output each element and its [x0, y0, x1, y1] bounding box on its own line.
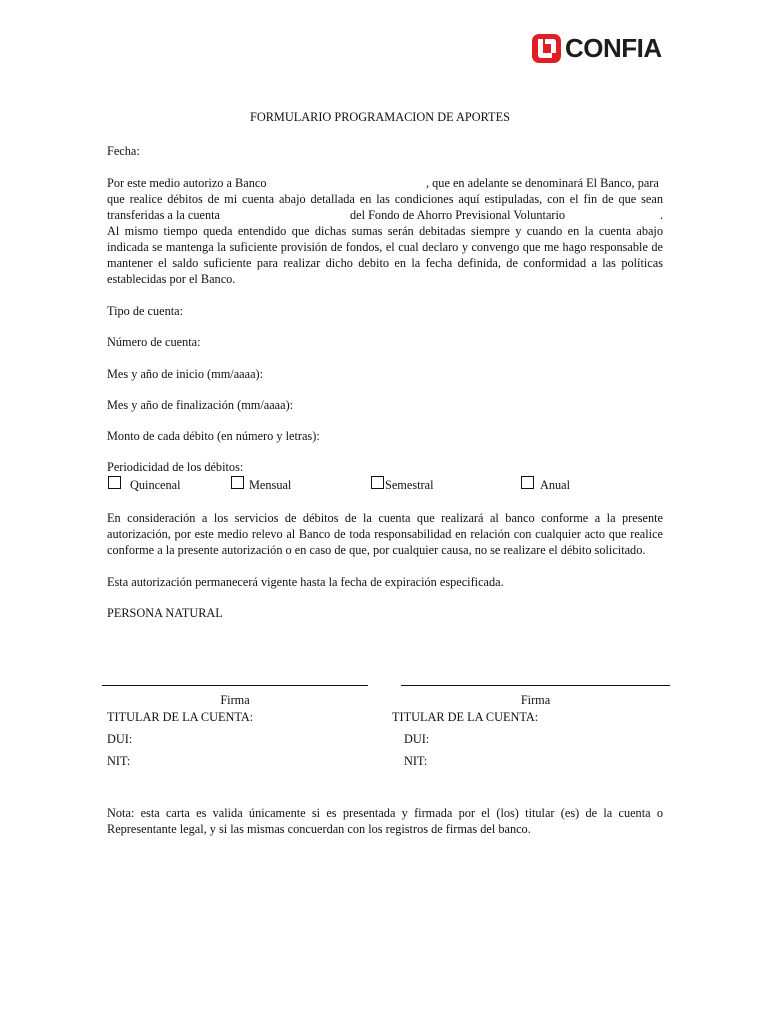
confia-logo-icon	[532, 34, 561, 63]
para1-line3-a: transferidas a la cuenta	[107, 208, 221, 222]
persona-natural-heading: PERSONA NATURAL	[107, 606, 223, 620]
semestral-label: Semestral	[385, 478, 434, 492]
note-line1: Nota: esta carta es valida únicamente si es presentada y firmada por el (los) titular (es) de la cuenta o	[107, 806, 663, 820]
right-nit-label: NIT:	[404, 754, 428, 768]
mensual-checkbox[interactable]	[231, 476, 244, 489]
right-dui-label: DUI:	[404, 732, 430, 746]
para2-line3: conforme a la presente autorización o en caso de que, por cualquier causa, no se realizare el débito solicitado.	[107, 543, 646, 557]
para1-line5: indicada se mantenga la suficiente provisión de fondos, el cual declaro y convengo que me hago responsable de	[107, 240, 663, 254]
right-titular-label: TITULAR DE LA CUENTA:	[392, 710, 539, 724]
para1-line3-c: .	[660, 208, 664, 222]
para1-line6: mantener el saldo suficiente para realizar dicho debito en la fecha definida, de conformidad a las políticas	[107, 256, 663, 270]
form-title: FORMULARIO PROGRAMACION DE APORTES	[250, 110, 510, 124]
monto-label: Monto de cada débito (en número y letras):	[107, 429, 320, 443]
quincenal-checkbox[interactable]	[108, 476, 121, 489]
periodicidad-label: Periodicidad de los débitos:	[107, 460, 244, 474]
inicio-label: Mes y año de inicio (mm/aaaa):	[107, 367, 264, 381]
anual-label: Anual	[540, 478, 571, 492]
para1-line2: que realice débitos de mi cuenta abajo detallada en las condiciones aquí estipuladas, con el fin de que sean	[107, 192, 663, 206]
para1-line3-b: del Fondo de Ahorro Previsional Voluntario	[350, 208, 566, 222]
confia-logo	[532, 32, 662, 64]
right-signature-line[interactable]	[401, 685, 670, 686]
para1-line1-a: Por este medio autorizo a Banco	[107, 176, 267, 190]
para1-line1-b: , que en adelante se denominará El Banco, para	[426, 176, 659, 190]
tipo-cuenta-label: Tipo de cuenta:	[107, 304, 184, 318]
left-titular-label: TITULAR DE LA CUENTA:	[107, 710, 254, 724]
left-signature-line[interactable]	[102, 685, 368, 686]
para2-line1: En consideración a los servicios de débitos de la cuenta que realizará al banco conforme a la presente	[107, 511, 663, 525]
confia-logo-text: CONFIA	[565, 33, 662, 63]
anual-checkbox[interactable]	[521, 476, 534, 489]
numero-cuenta-label: Número de cuenta:	[107, 335, 201, 349]
right-firma-label: Firma	[520, 693, 551, 707]
semestral-checkbox[interactable]	[371, 476, 384, 489]
left-firma-label: Firma	[220, 693, 250, 707]
left-dui-label: DUI:	[107, 732, 133, 746]
fecha-label: Fecha:	[107, 144, 140, 158]
finalizacion-label: Mes y año de finalización (mm/aaaa):	[107, 398, 294, 412]
para1-line7: establecidas por el Banco.	[107, 272, 236, 286]
para1-line4: Al mismo tiempo queda entendido que dichas sumas serán debitadas siempre y cuando en la cuenta abajo	[107, 224, 663, 238]
validity-text: Esta autorización permanecerá vigente hasta la fecha de expiración especificada.	[107, 575, 504, 589]
para2-line2: autorización, por este medio relevo al Banco de toda responsabilidad en relación con cualquier acto que realice	[107, 527, 663, 541]
quincenal-label: Quincenal	[130, 478, 181, 492]
left-nit-label: NIT:	[107, 754, 131, 768]
mensual-label: Mensual	[249, 478, 292, 492]
note-line2: Representante legal, y si las mismas concuerdan con los registros de firmas del banco.	[107, 822, 531, 836]
